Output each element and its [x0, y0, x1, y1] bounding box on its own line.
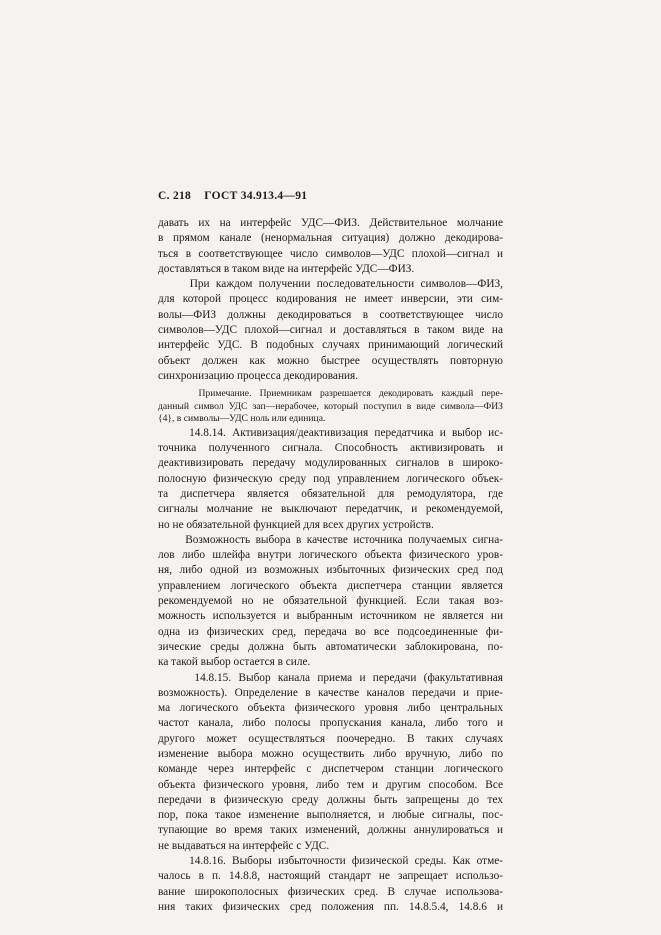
- text-line: Возможность выбора в качестве источника получаемых сигна-: [158, 533, 503, 546]
- text-line: команде через интерфейс с диспетчером станции логического: [158, 763, 503, 776]
- text-line: объекта физического уровня, либо тем и другим способом. Все: [158, 778, 503, 791]
- text-line: пор, пока такое изменение выполняется, и любые сигналы, пос-: [158, 809, 503, 822]
- text-line: частот канала, либо полосы пропускания канала, либо того и: [158, 717, 503, 730]
- text-line: лов либо шлейфа внутри логического объекта физического уров-: [158, 549, 503, 562]
- text-line: 14.8.14. Активизация/деактивизация передатчика и выбор ис-: [158, 426, 503, 439]
- text-line: давать их на интерфейс УДС—ФИЗ. Действительное молчание: [158, 217, 503, 229]
- page-header: [158, 190, 317, 202]
- text-line: вание широкополосных физических сред. В случае использова-: [158, 885, 503, 898]
- body-text: [158, 216, 503, 915]
- text-line: точника полученного сигнала. Способность активизировать и: [158, 442, 503, 455]
- text-line: управлением логического объекта диспетчера станции является: [158, 579, 503, 592]
- text-line: интерфейс УДС. В подобных случаях принимающий логический: [158, 339, 503, 352]
- text-line: но не обязательной функцией для всех других устройств.: [158, 518, 434, 531]
- text-line: синхронизацию процесса декодирования.: [158, 369, 359, 382]
- text-line: тупающие во время таких изменений, должны аннулироваться и: [158, 824, 503, 837]
- text-line: деактивизировать передачу модулированных сигналов в широко-: [158, 457, 503, 470]
- text-line: ка такой выбор остается в силе.: [158, 656, 311, 669]
- text-line: ма логического объекта физического уровня либо центральных: [158, 702, 503, 715]
- text-line: символов—УДС плохой—сигнал и доставляться в таком виде на: [158, 324, 503, 337]
- text-line: в прямом канале (ненормальная ситуация) должно декодирова-: [158, 232, 503, 245]
- text-line: рекомендуемой но не обязательной функцией. Если такая воз-: [158, 595, 503, 608]
- text-line: доставляться в таком виде на интерфейс УДС—ФИЗ.: [158, 262, 415, 275]
- text-line: волы—ФИЗ должны декодироваться в соответствующее число: [158, 308, 503, 321]
- text-line: изменение выбора можно осуществить либо вручную, либо по: [158, 748, 503, 760]
- text-line: ться в соответствующее число символов—УДС плохой—сигнал и: [158, 247, 503, 260]
- text-line: ня, либо одной из возможных избыточных физических сред под: [158, 564, 503, 577]
- text-line: зические среды должна быть автоматически заблокирована, по-: [158, 640, 503, 653]
- text-line: объект должен как можно быстрее осуществлять повторную: [158, 354, 503, 367]
- text-line: При каждом получении последовательности символов—ФИЗ,: [158, 278, 503, 291]
- text-line: можность используется и выбранным источником не является ни: [158, 610, 503, 623]
- page-number: С. 218: [158, 190, 192, 202]
- text-line: другого может осуществляться поочередно. В таких случаях: [158, 732, 503, 745]
- text-line: ния таких физических сред положения пп. 14.8.5.4, 14.8.6 и: [158, 900, 503, 913]
- text-line: 14.8.15. Выбор канала приема и передачи (факультативная: [158, 671, 503, 684]
- text-line: одна из физических сред, передача во все подсоединенные фи-: [158, 625, 503, 638]
- text-line: чалось в п. 14.8.8, настоящий стандарт не запрещает использо-: [158, 870, 503, 883]
- text-line: передачи в физическую среду должны быть запрещены до тех: [158, 793, 503, 806]
- note-line: {4}, в символы—УДС ноль или единица.: [158, 413, 326, 425]
- text-line: возможность). Определение в качестве каналов передачи и прие-: [158, 686, 503, 699]
- note-line: Примечание. Приемникам разрешается декодировать каждый пере-: [158, 388, 503, 400]
- text-line: для которой процесс кодирования не имеет инверсии, эти сим-: [158, 293, 503, 306]
- note-line: данный символ УДС зап—нерабочее, который поступил в виде символа—ФИЗ: [158, 400, 503, 412]
- text-line: 14.8.16. Выборы избыточности физической среды. Как отме-: [158, 855, 503, 868]
- text-line: сигналы молчание не выключают передатчик, и рекомендуемой,: [158, 503, 503, 516]
- text-line: та диспетчера является обязательной для ремодулятора, где: [158, 487, 503, 500]
- text-line: не выдаваться на интерфейс с УДС.: [158, 839, 330, 852]
- text-line: полосную физическую среду под управлением логического объек-: [158, 472, 503, 485]
- standard-code: ГОСТ 34.913.4—91: [204, 190, 308, 202]
